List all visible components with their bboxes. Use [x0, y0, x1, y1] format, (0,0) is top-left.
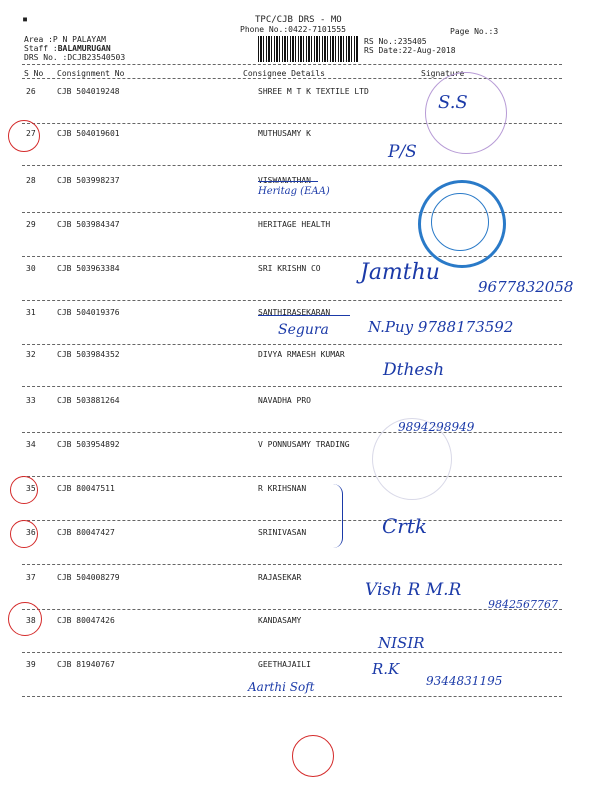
row-number: 31 — [26, 308, 36, 317]
consignee-name: SHREE M T K TEXTILE LTD — [258, 87, 369, 96]
phone-number: Phone No.:0422-7101555 — [240, 25, 346, 34]
consignee-name: SRI KRISHN CO — [258, 264, 321, 273]
row-divider — [22, 344, 562, 345]
red-circle-36 — [10, 520, 38, 548]
row-number: 30 — [26, 264, 36, 273]
strike-row-31 — [258, 315, 350, 316]
staff-label: Staff : — [24, 44, 58, 53]
consignee-name: VISWANATHAN — [258, 176, 311, 185]
signature-row-37: Vish R M.R — [365, 580, 462, 600]
signature-row-36: Crtk — [382, 514, 428, 538]
row-number: 34 — [26, 440, 36, 449]
area-label: Area :P N PALAYAM — [24, 35, 106, 44]
red-circle-35 — [10, 476, 38, 504]
row-number: 39 — [26, 660, 36, 669]
col-consignee: Consignee Details — [243, 69, 325, 78]
row-divider — [22, 432, 562, 433]
consignee-name: V PONNUSAMY TRADING — [258, 440, 350, 449]
top-mark: ▪ — [22, 14, 29, 25]
row-number: 28 — [26, 176, 36, 185]
consignee-name: SANTHIRASEKARAN — [258, 308, 331, 317]
row-number: 26 — [26, 87, 36, 96]
red-circle-bottom — [292, 735, 334, 777]
header-divider-top — [22, 64, 562, 65]
consignment-number: CJB 503881264 — [57, 396, 120, 405]
page-number: Page No.:3 — [450, 27, 499, 36]
row-number: 35 — [26, 484, 36, 493]
company-stamp-purple — [425, 72, 507, 154]
consignment-number: CJB 503954892 — [57, 440, 120, 449]
consignee-name: RAJASEKAR — [258, 573, 302, 582]
consignment-number: CJB 504019248 — [57, 87, 120, 96]
row-divider — [22, 520, 562, 521]
consignee-name: MUTHUSAMY K — [258, 129, 311, 138]
staff-name: BALAMURUGAN — [57, 44, 111, 53]
signature-row-26: S.S — [438, 92, 468, 113]
row-divider — [22, 476, 562, 477]
red-circle-38 — [8, 602, 42, 636]
row-number: 27 — [26, 129, 36, 138]
consignee-name: R KRIHSNAN — [258, 484, 307, 493]
row-number: 29 — [26, 220, 36, 229]
note-row-28: Heritag (EAA) — [258, 186, 330, 197]
consignment-number: CJB 80047511 — [57, 484, 115, 493]
consignment-number: CJB 503984347 — [57, 220, 120, 229]
consignment-number: CJB 80047427 — [57, 528, 115, 537]
phone-row-30: 9677832058 — [478, 278, 574, 296]
consignment-number: CJB 504019601 — [57, 129, 120, 138]
row-number: 36 — [26, 528, 36, 537]
phone-row-37: 9842567767 — [488, 598, 558, 611]
signature-row-38: NISIR — [378, 634, 425, 652]
note-row-39: Aarthi Soft — [248, 680, 315, 694]
consignee-name: GEETHAJAILI — [258, 660, 311, 669]
row-divider — [22, 564, 562, 565]
red-circle-27 — [8, 120, 40, 152]
row-divider — [22, 165, 562, 166]
note-row-31: Segura — [278, 322, 329, 338]
row-divider — [22, 386, 562, 387]
col-s-no: S No — [24, 69, 44, 78]
staff-line — [24, 44, 111, 53]
row-number: 37 — [26, 573, 36, 582]
consignment-number: CJB 504008279 — [57, 573, 120, 582]
row-divider — [22, 696, 562, 697]
company-stamp-blue — [418, 180, 506, 268]
consignment-number: CJB 503998237 — [57, 176, 120, 185]
row-divider — [22, 609, 562, 610]
col-consignment: Consignment No — [57, 69, 125, 78]
row-number: 33 — [26, 396, 36, 405]
consignee-name: NAVADHA PRO — [258, 396, 311, 405]
consignment-number: CJB 503963384 — [57, 264, 120, 273]
report-title: TPC/CJB DRS - MO — [255, 15, 342, 25]
strike-row-28 — [258, 181, 318, 182]
row-number: 38 — [26, 616, 36, 625]
signature-row-32: Dthesh — [383, 360, 445, 380]
consignee-name: SRINIVASAN — [258, 528, 307, 537]
row-number: 32 — [26, 350, 36, 359]
brace-mark — [332, 484, 343, 548]
consignment-number: CJB 503984352 — [57, 350, 120, 359]
rs-number: RS No.:235405 — [364, 37, 427, 46]
signature-row-39: R.K — [372, 660, 400, 678]
consignment-number: CJB 80047426 — [57, 616, 115, 625]
consignment-number: CJB 81940767 — [57, 660, 115, 669]
col-signature: Signature — [421, 69, 465, 78]
row-divider — [22, 652, 562, 653]
phone-row-33: 9894298949 — [398, 420, 475, 434]
drs-number: DRS No. :DCJB23540503 — [24, 53, 126, 62]
signature-row-30: Jamthu — [360, 260, 440, 285]
consignee-name: KANDASAMY — [258, 616, 302, 625]
consignee-name: HERITAGE HEALTH — [258, 220, 331, 229]
barcode — [258, 36, 358, 62]
signature-row-31: N.Puy 9788173592 — [368, 318, 514, 336]
consignee-name: DIVYA RMAESH KUMAR — [258, 350, 345, 359]
phone-row-39: 9344831195 — [426, 674, 503, 688]
rs-date: RS Date:22-Aug-2018 — [364, 46, 456, 55]
consignment-number: CJB 504019376 — [57, 308, 120, 317]
row-divider — [22, 300, 562, 301]
signature-row-27: P/S — [388, 142, 417, 162]
